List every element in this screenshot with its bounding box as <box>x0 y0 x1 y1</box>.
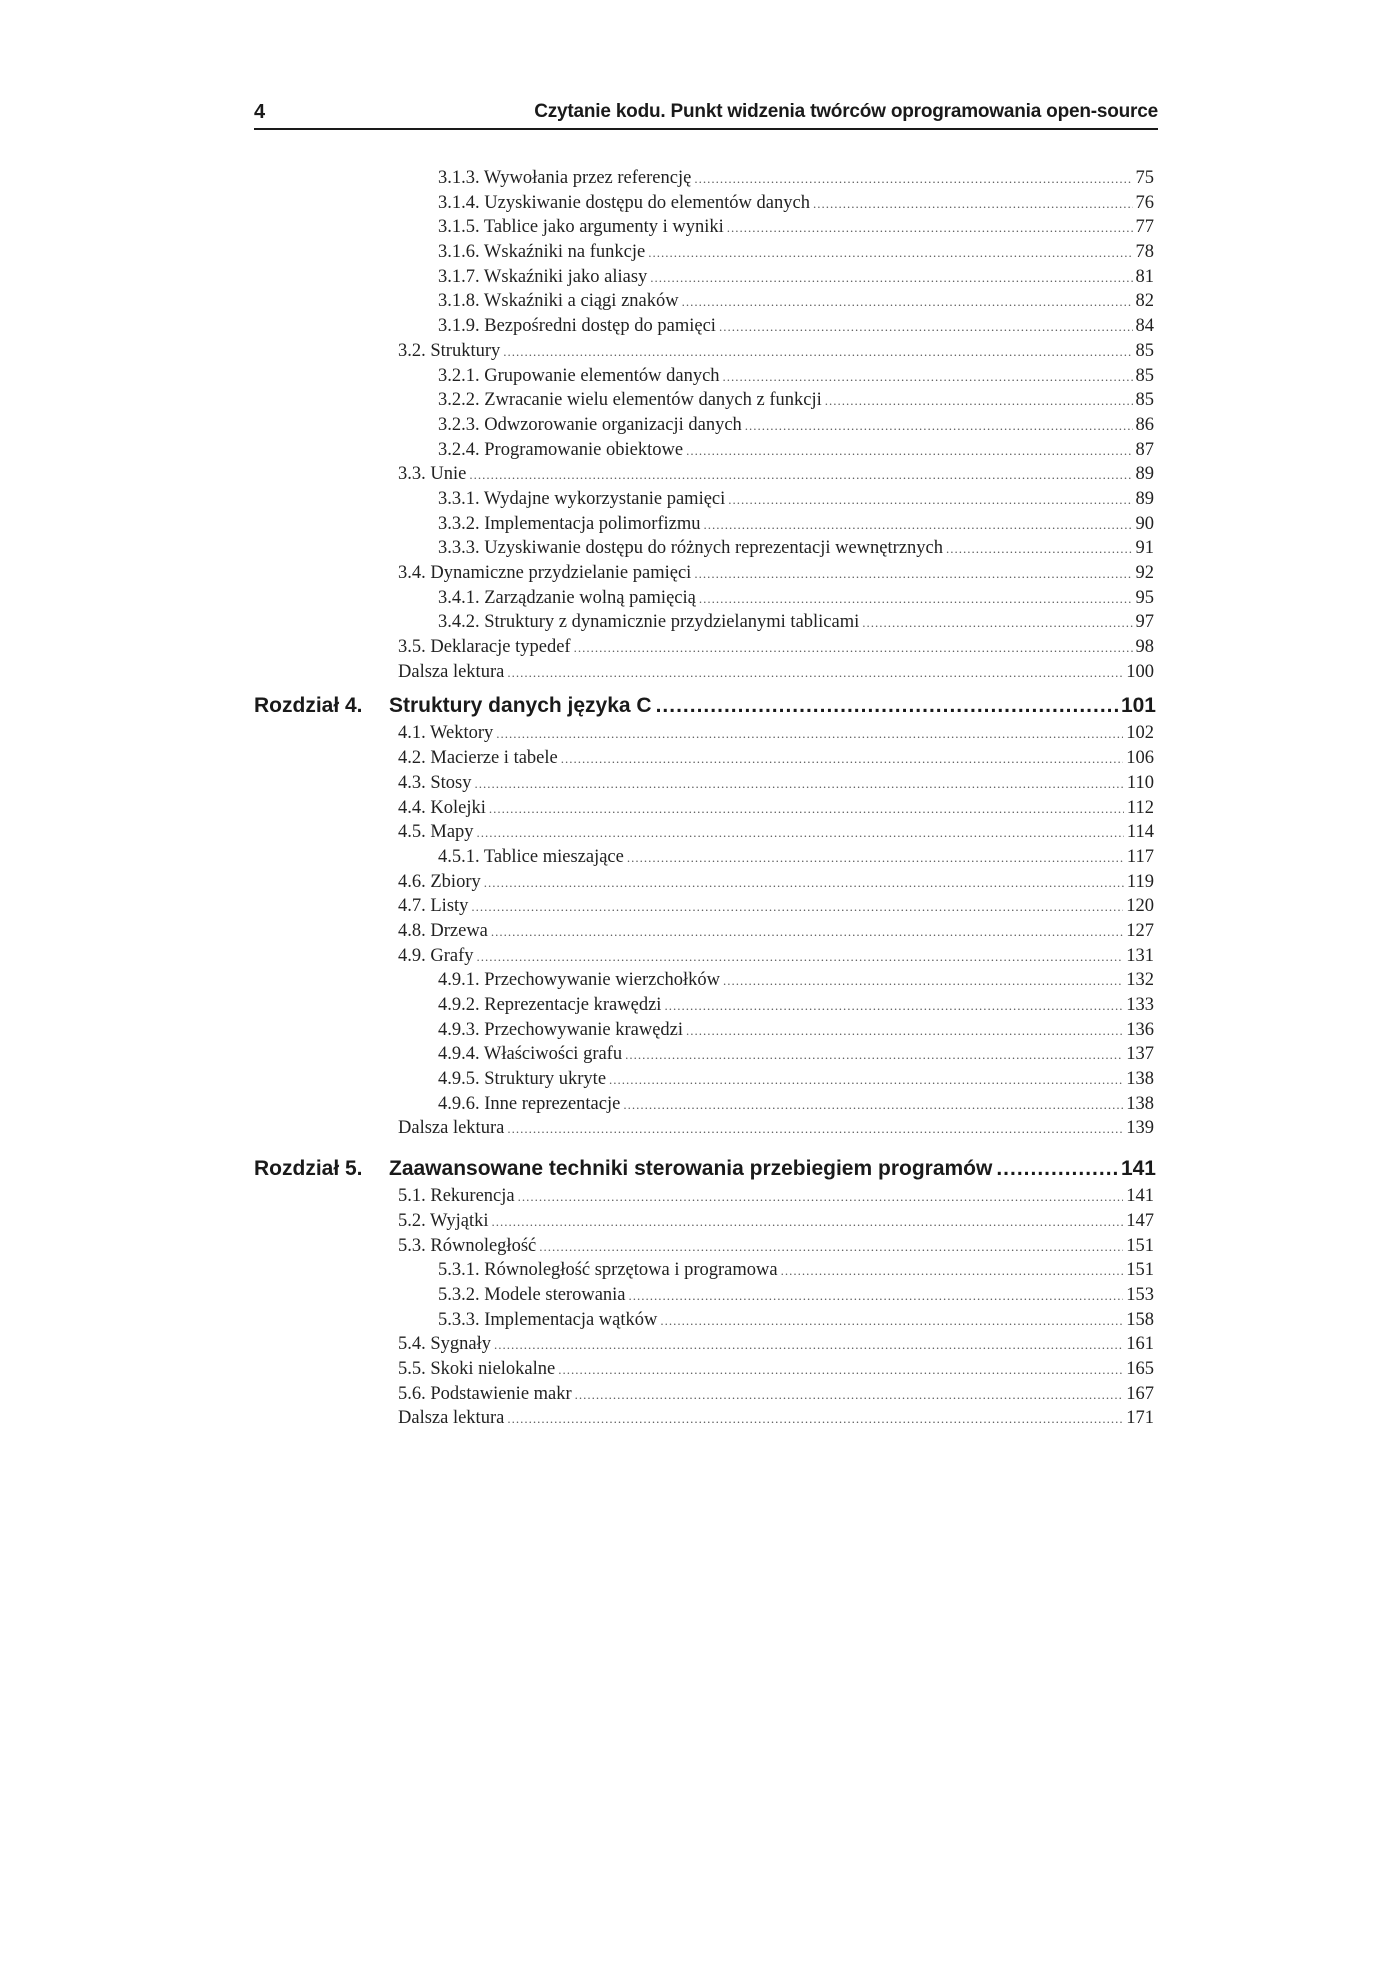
toc-entry[interactable] <box>398 944 1154 969</box>
toc-entry-label: 3.2.4. Programowanie obiektowe <box>438 439 684 460</box>
toc-entry-page: 114 <box>1126 822 1154 843</box>
leader-dots <box>727 216 1133 241</box>
toc-entry[interactable] <box>438 586 1154 611</box>
leader-dots <box>648 241 1132 266</box>
toc-entry-page: 137 <box>1126 1044 1154 1065</box>
toc-entry-label: Dalsza lektura <box>398 661 505 682</box>
toc-entry-label: Dalsza lektura <box>398 1408 505 1429</box>
toc-entry[interactable] <box>438 1258 1154 1283</box>
toc-entry[interactable] <box>398 1184 1154 1209</box>
leader-dots <box>477 821 1124 846</box>
leader-dots <box>491 920 1123 945</box>
toc-entry-page: 120 <box>1126 896 1154 917</box>
toc-entry-label: 4.6. Zbiory <box>398 871 481 892</box>
leader-dots <box>558 1358 1123 1383</box>
leader-dots <box>507 1117 1123 1142</box>
toc-entry[interactable] <box>398 1382 1154 1407</box>
toc-entry-label: 3.1.7. Wskaźniki jako aliasy <box>438 266 648 287</box>
toc-entry-label: Dalsza lektura <box>398 1118 505 1139</box>
toc-entry-label: 3.3. Unie <box>398 464 467 485</box>
toc-entry-page: 127 <box>1126 920 1154 941</box>
toc-entry-label: 3.2.3. Odwzorowanie organizacji danych <box>438 414 742 435</box>
leader-dots <box>686 439 1132 464</box>
leader-dots <box>813 192 1133 217</box>
chapter-5-label: Rozdział 5. <box>254 1157 363 1181</box>
leader-dots <box>539 1235 1123 1260</box>
page-number: 4 <box>254 101 266 123</box>
running-header <box>254 100 1158 130</box>
toc-entry[interactable] <box>438 1092 1154 1117</box>
toc-entry-label: 5.5. Skoki nielokalne <box>398 1358 556 1379</box>
toc-entry-label: 3.3.3. Uzyskiwanie dostępu do różnych reprezentacji wewnętrznych <box>438 538 943 559</box>
leader-dots <box>503 340 1132 365</box>
toc-entry-page: 132 <box>1126 970 1154 991</box>
leader-dots <box>723 969 1123 994</box>
leader-dots <box>574 636 1133 661</box>
toc-entry-label: 3.2.1. Grupowanie elementów danych <box>438 365 720 386</box>
toc-entry-page: 133 <box>1126 995 1154 1015</box>
toc-entry[interactable] <box>398 919 1154 944</box>
toc-entry[interactable] <box>438 845 1154 870</box>
toc-entry[interactable] <box>398 1116 1154 1141</box>
leader-dots <box>728 488 1132 513</box>
leader-dots <box>609 1068 1123 1093</box>
toc-entry-label: 4.9.4. Właściwości grafu <box>438 1044 623 1065</box>
toc-entry[interactable] <box>438 993 1154 1018</box>
toc-section-chapter-4 <box>0 721 1400 1141</box>
toc-entry-page: 151 <box>1126 1235 1154 1256</box>
leader-dots <box>625 1043 1123 1068</box>
toc-entry-page: 138 <box>1126 1093 1154 1114</box>
toc-entry-page: 89 <box>1135 488 1154 509</box>
toc-entry-page: 165 <box>1126 1358 1154 1379</box>
toc-entry-label: 3.1.4. Uzyskiwanie dostępu do elementów danych <box>438 192 810 213</box>
toc-entry-label: 3.1.6. Wskaźniki na funkcje <box>438 242 646 263</box>
toc-entry-page: 141 <box>1126 1186 1154 1207</box>
book-title: Czytanie kodu. Punkt widzenia twórców oprogramowania open-source <box>534 101 1158 122</box>
toc-entry[interactable] <box>398 820 1154 845</box>
leader-dots <box>507 1407 1123 1432</box>
table-of-contents <box>0 166 1400 1431</box>
toc-entry[interactable] <box>398 1406 1154 1431</box>
toc-section-chapter-3-continued <box>0 166 1400 684</box>
toc-entry[interactable] <box>398 771 1154 796</box>
toc-entry[interactable] <box>398 462 1154 487</box>
toc-entry-label: 3.2. Struktury <box>398 340 501 361</box>
toc-entry-label: 4.8. Drzewa <box>398 920 488 941</box>
toc-entry-label: 3.4. Dynamiczne przydzielanie pamięci <box>398 563 692 583</box>
toc-entry-page: 85 <box>1135 365 1154 386</box>
toc-entry[interactable] <box>438 166 1154 191</box>
chapter-5-heading[interactable] <box>0 1154 1400 1184</box>
toc-entry[interactable] <box>398 894 1154 919</box>
toc-entry[interactable] <box>438 1308 1154 1333</box>
toc-entry-label: 5.4. Sygnały <box>398 1334 492 1355</box>
toc-entry[interactable] <box>398 339 1154 364</box>
toc-entry-label: 4.3. Stosy <box>398 772 472 793</box>
leader-dots <box>694 167 1132 192</box>
leader-dots <box>477 945 1124 970</box>
toc-entry-label: 4.9.3. Przechowywanie krawędzi <box>438 1019 684 1040</box>
toc-entry-label: 3.1.9. Bezpośredni dostęp do pamięci <box>438 316 716 337</box>
toc-entry-page: 91 <box>1135 538 1154 559</box>
leader-dots <box>475 772 1124 797</box>
leader-dots <box>656 691 1119 721</box>
toc-entry-page: 90 <box>1135 513 1154 534</box>
leader-dots <box>664 994 1123 1019</box>
toc-entry-page: 110 <box>1126 772 1154 793</box>
leader-dots <box>660 1309 1123 1334</box>
toc-entry[interactable] <box>438 536 1154 561</box>
toc-entry-label: 5.1. Rekurencja <box>398 1186 515 1207</box>
leader-dots <box>496 722 1123 747</box>
toc-entry[interactable] <box>438 191 1154 216</box>
toc-entry-page: 112 <box>1126 797 1154 818</box>
toc-entry-page: 84 <box>1135 316 1154 337</box>
leader-dots <box>561 747 1124 772</box>
toc-entry-page: 161 <box>1126 1334 1154 1355</box>
leader-dots <box>627 846 1124 871</box>
chapter-5-title: Zaawansowane techniki sterowania przebiegiem programów <box>389 1157 993 1181</box>
toc-entry[interactable] <box>398 1357 1154 1382</box>
toc-entry-label: 4.9.6. Inne reprezentacje <box>438 1093 621 1114</box>
toc-entry-page: 151 <box>1126 1260 1154 1281</box>
leader-dots <box>575 1383 1124 1408</box>
leader-dots <box>694 562 1132 587</box>
toc-entry[interactable] <box>398 1234 1154 1259</box>
toc-entry-label: 3.2.2. Zwracanie wielu elementów danych z funkcji <box>438 390 822 411</box>
leader-dots <box>699 587 1133 612</box>
toc-entry-page: 98 <box>1135 637 1154 658</box>
toc-entry-label: 4.5.1. Tablice mieszające <box>438 846 624 867</box>
toc-entry[interactable] <box>438 610 1154 635</box>
toc-entry[interactable] <box>438 413 1154 438</box>
leader-dots <box>650 266 1132 291</box>
toc-entry[interactable] <box>438 289 1154 314</box>
toc-entry-label: 3.3.1. Wydajne wykorzystanie pamięci <box>438 488 726 509</box>
toc-entry-label: 3.1.5. Tablice jako argumenty i wyniki <box>438 217 724 238</box>
toc-entry-page: 171 <box>1126 1408 1154 1429</box>
toc-entry-page: 89 <box>1135 464 1154 485</box>
leader-dots <box>781 1259 1124 1284</box>
leader-dots <box>745 414 1133 439</box>
toc-entry-page: 75 <box>1135 168 1154 188</box>
toc-entry[interactable] <box>398 660 1154 685</box>
toc-entry-page: 87 <box>1135 439 1154 460</box>
toc-entry-label: 4.9.5. Struktury ukryte <box>438 1069 607 1090</box>
toc-entry[interactable] <box>398 1332 1154 1357</box>
leader-dots <box>686 1019 1123 1044</box>
leader-dots <box>494 1333 1123 1358</box>
leader-dots <box>723 365 1133 390</box>
toc-entry-page: 102 <box>1126 723 1154 744</box>
toc-entry[interactable] <box>438 1283 1154 1308</box>
toc-entry[interactable] <box>398 746 1154 771</box>
toc-entry[interactable] <box>438 487 1154 512</box>
chapter-4-heading[interactable] <box>0 691 1400 721</box>
toc-entry[interactable] <box>438 314 1154 339</box>
toc-entry-label: 3.1.3. Wywołania przez referencję <box>438 168 692 188</box>
toc-entry-page: 106 <box>1126 748 1154 769</box>
toc-entry[interactable] <box>438 265 1154 290</box>
toc-entry-label: 3.4.2. Struktury z dynamicznie przydzielanymi tablicami <box>438 612 860 633</box>
toc-entry[interactable] <box>438 388 1154 413</box>
toc-entry[interactable] <box>438 512 1154 537</box>
toc-entry[interactable] <box>438 215 1154 240</box>
toc-entry-page: 95 <box>1135 587 1154 608</box>
toc-entry[interactable] <box>438 1042 1154 1067</box>
leader-dots <box>471 895 1123 920</box>
leader-dots <box>996 1154 1119 1184</box>
toc-entry-label: 3.5. Deklaracje typedef <box>398 637 571 658</box>
toc-entry-label: 4.1. Wektory <box>398 723 494 744</box>
toc-entry-label: 5.3.1. Równoległość sprzętowa i programowa <box>438 1260 778 1281</box>
toc-entry-page: 153 <box>1126 1284 1154 1305</box>
toc-entry-label: 4.9.1. Przechowywanie wierzchołków <box>438 970 721 991</box>
toc-entry[interactable] <box>398 561 1154 586</box>
leader-dots <box>946 537 1133 562</box>
toc-entry[interactable] <box>398 870 1154 895</box>
toc-entry-label: 5.2. Wyjątki <box>398 1210 489 1231</box>
toc-entry[interactable] <box>438 968 1154 993</box>
toc-entry-page: 92 <box>1135 563 1154 583</box>
toc-section-chapter-5 <box>0 1184 1400 1431</box>
toc-entry-page: 82 <box>1135 291 1154 312</box>
toc-entry-label: 4.9. Grafy <box>398 945 474 966</box>
toc-entry-label: 5.6. Podstawienie makr <box>398 1383 572 1404</box>
leader-dots <box>492 1210 1124 1235</box>
leader-dots <box>518 1185 1124 1210</box>
toc-entry[interactable] <box>398 721 1154 746</box>
toc-entry-label: 4.2. Macierze i tabele <box>398 748 558 769</box>
toc-entry-label: 3.1.8. Wskaźniki a ciągi znaków <box>438 291 679 312</box>
toc-entry-label: 4.5. Mapy <box>398 822 474 843</box>
toc-entry-label: 3.4.1. Zarządzanie wolną pamięcią <box>438 587 696 608</box>
toc-entry[interactable] <box>438 364 1154 389</box>
chapter-4-page: 101 <box>1120 694 1156 718</box>
toc-entry[interactable] <box>438 1018 1154 1043</box>
toc-entry-page: 136 <box>1126 1019 1154 1040</box>
leader-dots <box>629 1284 1124 1309</box>
toc-entry-label: 5.3.2. Modele sterowania <box>438 1284 626 1305</box>
leader-dots <box>825 389 1133 414</box>
chapter-4-label: Rozdział 4. <box>254 694 363 718</box>
toc-entry-page: 119 <box>1126 871 1154 892</box>
toc-entry-label: 5.3.3. Implementacja wątków <box>438 1309 658 1330</box>
toc-entry-page: 167 <box>1126 1383 1154 1404</box>
toc-entry-label: 4.9.2. Reprezentacje krawędzi <box>438 995 662 1015</box>
leader-dots <box>682 290 1133 315</box>
leader-dots <box>862 611 1132 636</box>
toc-entry[interactable] <box>398 635 1154 660</box>
toc-entry-label: 4.4. Kolejki <box>398 797 486 818</box>
leader-dots <box>719 315 1133 340</box>
leader-dots <box>623 1093 1123 1118</box>
toc-entry-page: 131 <box>1126 945 1154 966</box>
toc-entry-page: 138 <box>1126 1069 1154 1090</box>
toc-entry-page: 117 <box>1126 846 1154 867</box>
toc-entry-page: 97 <box>1135 612 1154 633</box>
toc-entry-label: 4.7. Listy <box>398 896 469 917</box>
leader-dots <box>484 871 1124 896</box>
toc-entry[interactable] <box>438 438 1154 463</box>
toc-entry-page: 147 <box>1126 1210 1154 1231</box>
toc-entry[interactable] <box>438 1067 1154 1092</box>
toc-entry-page: 100 <box>1126 661 1154 682</box>
toc-entry-label: 5.3. Równoległość <box>398 1235 537 1256</box>
chapter-5-page: 141 <box>1120 1157 1156 1181</box>
toc-entry-page: 85 <box>1135 390 1154 411</box>
leader-dots <box>704 513 1133 538</box>
toc-entry[interactable] <box>398 796 1154 821</box>
chapter-4-title: Struktury danych języka C <box>389 694 652 718</box>
leader-dots <box>507 661 1123 686</box>
toc-entry-page: 76 <box>1135 192 1154 213</box>
toc-entry[interactable] <box>398 1209 1154 1234</box>
toc-entry-label: 3.3.2. Implementacja polimorfizmu <box>438 513 701 534</box>
toc-entry-page: 158 <box>1126 1309 1154 1330</box>
toc-entry-page: 85 <box>1135 340 1154 361</box>
toc-entry-page: 139 <box>1126 1118 1154 1139</box>
toc-entry-page: 78 <box>1135 242 1154 263</box>
toc-entry-page: 77 <box>1135 217 1154 238</box>
toc-entry-page: 86 <box>1135 414 1154 435</box>
leader-dots <box>489 797 1124 822</box>
leader-dots <box>469 463 1132 488</box>
toc-entry-page: 81 <box>1135 266 1154 287</box>
toc-entry[interactable] <box>438 240 1154 265</box>
